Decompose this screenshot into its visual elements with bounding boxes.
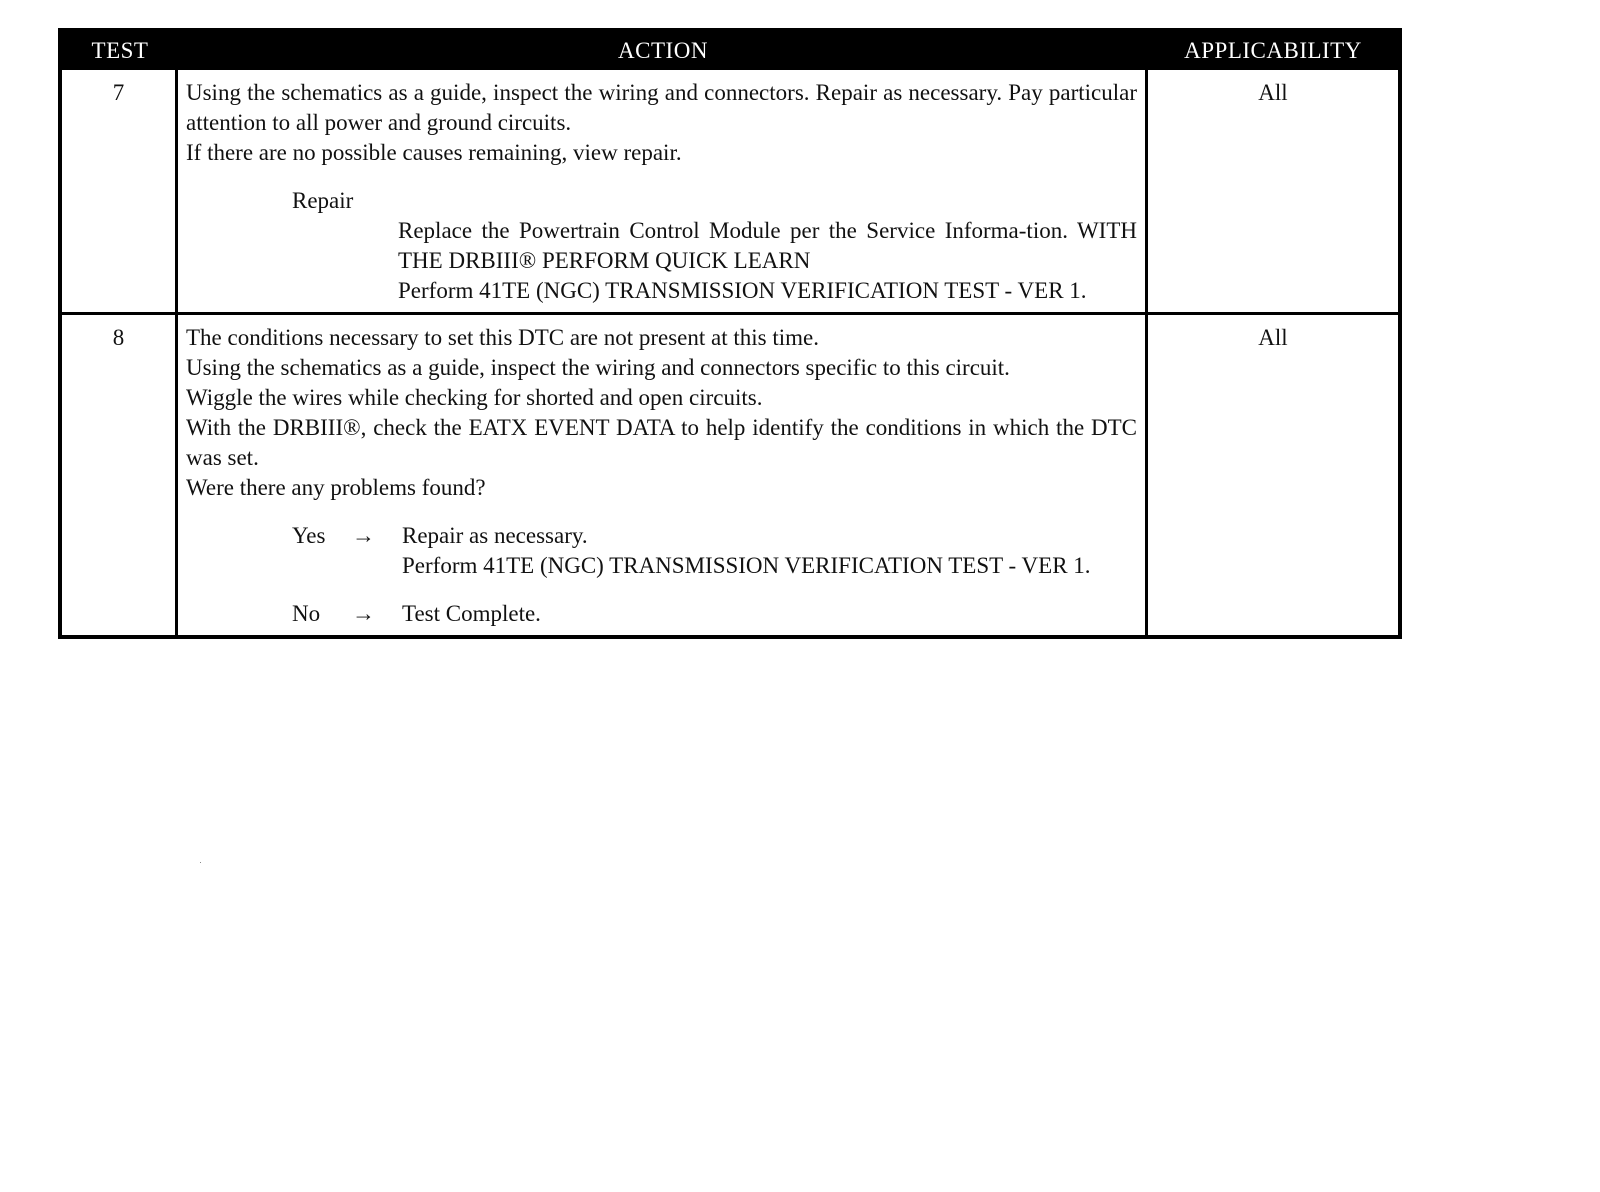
action-text: Using the schematics as a guide, inspect the wiring and connectors. Repair as necessary. Pay particular attention to all power and ground circuits.: [186, 80, 1137, 135]
action-text: The conditions necessary to set this DTC are not present at this time.: [186, 325, 819, 350]
outcome-list: [186, 521, 1137, 629]
action-text: With the DRBIII®, check the EATX EVENT DATA to help identify the conditions in which the DTC was set.: [186, 415, 1137, 470]
arrow-right-icon: →: [352, 523, 375, 548]
repair-text: Perform 41TE (NGC) TRANSMISSION VERIFICATION TEST - VER 1.: [398, 278, 1087, 303]
outcome-no: [186, 599, 1137, 629]
test-number: 7: [62, 70, 178, 312]
outcome-label: No: [292, 601, 321, 626]
repair-block: [186, 186, 1137, 306]
table-row: [62, 312, 1398, 635]
header-test: TEST: [91, 38, 149, 63]
header-action: ACTION: [618, 38, 708, 63]
action-text: Using the schematics as a guide, inspect the wiring and connectors specific to this circuit.: [186, 355, 1010, 380]
action-text: Were there any problems found?: [186, 475, 486, 500]
outcome-text: Repair as necessary.: [402, 523, 588, 548]
diagnostic-test-table: [58, 28, 1402, 639]
outcome-body: [402, 599, 1137, 629]
scan-speck: [200, 862, 201, 863]
test-number: 8: [62, 315, 178, 635]
repair-text: Replace the Powertrain Control Module per the Service Informa-tion. WITH THE DRBIII® PERFORM QUICK LEARN: [398, 218, 1137, 273]
outcome-label: Yes: [292, 523, 326, 548]
table-row: [62, 70, 1398, 312]
action-cell: [178, 315, 1148, 635]
action-cell: [178, 70, 1148, 312]
applicability-value: All: [1258, 80, 1288, 105]
repair-label: Repair: [292, 188, 354, 213]
action-text: If there are no possible causes remaining, view repair.: [186, 140, 682, 165]
applicability-value: All: [1258, 325, 1288, 350]
outcome-body: [402, 521, 1137, 581]
arrow-right-icon: →: [352, 601, 375, 626]
table-header: [62, 32, 1398, 70]
header-applicability: APPLICABILITY: [1184, 38, 1362, 63]
outcome-yes: [186, 521, 1137, 581]
outcome-text: Perform 41TE (NGC) TRANSMISSION VERIFICATION TEST - VER 1.: [402, 553, 1091, 578]
outcome-text: Test Complete.: [402, 601, 541, 626]
action-text: Wiggle the wires while checking for shorted and open circuits.: [186, 385, 763, 410]
